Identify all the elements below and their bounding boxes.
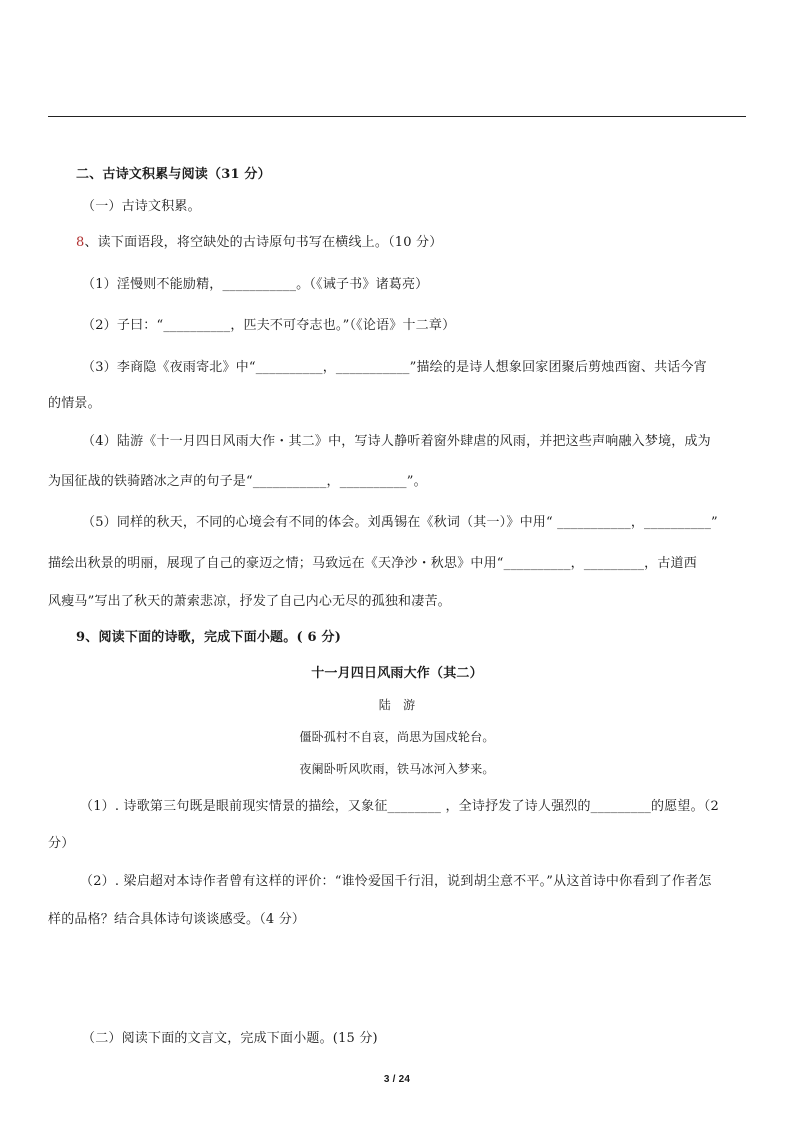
question-8-item-2: （2）子曰：“__________，匹夫不可夺志也。”（《论语》十二章） xyxy=(82,318,456,333)
section-title: 二、古诗文积累与阅读（31 分） xyxy=(76,167,271,182)
question-8-number: 8 xyxy=(76,235,85,250)
question-8-item-1: （1）淫慢则不能励精，___________。（《诫子书》诸葛亮） xyxy=(82,277,429,292)
question-9-prompt: 9、阅读下面的诗歌，完成下面小题。( 6 分) xyxy=(76,630,342,645)
question-8-prompt xyxy=(76,235,776,251)
question-9-sub-2-cont: 样的品格？结合具体诗句谈谈感受。（4 分） xyxy=(48,912,306,927)
page-number: 3 / 24 xyxy=(383,1074,411,1085)
question-9-sub-2: （2）. 梁启超对本诗作者曾有这样的评价：“谁怜爱国千行泪，说到胡尘意不平。”从这首诗中你看到了作者怎 xyxy=(80,874,712,889)
subsection-2-title: （二）阅读下面的文言文，完成下面小题。(15 分) xyxy=(82,1031,378,1046)
question-8-item-4: （4）陆游《十一月四日风雨大作・其二》中，写诗人静听着窗外肆虐的风雨，并把这些声响融入梦境，成为 xyxy=(82,434,711,449)
poem-author: 陆 游 xyxy=(378,698,416,712)
header-rule xyxy=(48,116,746,117)
poem-title: 十一月四日风雨大作（其二） xyxy=(311,666,483,681)
question-8-item-5: （5）同样的秋天，不同的心境会有不同的体会。刘禹锡在《秋词（其一）》中用“ ___________，__________” xyxy=(82,515,718,530)
poem-line-2: 夜阑卧听风吹雨，铁马冰河入梦来。 xyxy=(299,762,495,776)
question-8-item-3-cont: 的情景。 xyxy=(48,396,101,411)
poem-line-1: 僵卧孤村不自哀，尚思为国戍轮台。 xyxy=(299,730,495,744)
question-9-sub-1: （1）. 诗歌第三句既是眼前现实情景的描绘，又象征________ ，全诗抒发了诗人强烈的_________的愿望。（2 xyxy=(80,799,719,814)
question-8-item-5-cont: 描绘出秋景的明丽，展现了自己的豪迈之情；马致远在《天净沙・秋思》中用“__________，_________，古道西 xyxy=(48,556,697,571)
question-8-text: 、读下面语段，将空缺处的古诗原句书写在横线上。（10 分） xyxy=(84,235,443,250)
question-9-sub-1-cont: 分） xyxy=(48,836,75,851)
question-8-item-4-cont: 为国征战的铁骑踏冰之声的句子是“___________，__________”。 xyxy=(48,474,427,489)
question-8-item-3: （3）李商隐《夜雨寄北》中“__________，___________”描绘的是诗人想象回家团聚后剪烛西窗、共话今宵 xyxy=(82,360,707,375)
question-8-item-5-cont2: 风瘦马”写出了秋天的萧索悲凉，抒发了自己内心无尽的孤独和凄苦。 xyxy=(48,594,451,609)
subsection-title: （一）古诗文积累。 xyxy=(82,199,201,214)
